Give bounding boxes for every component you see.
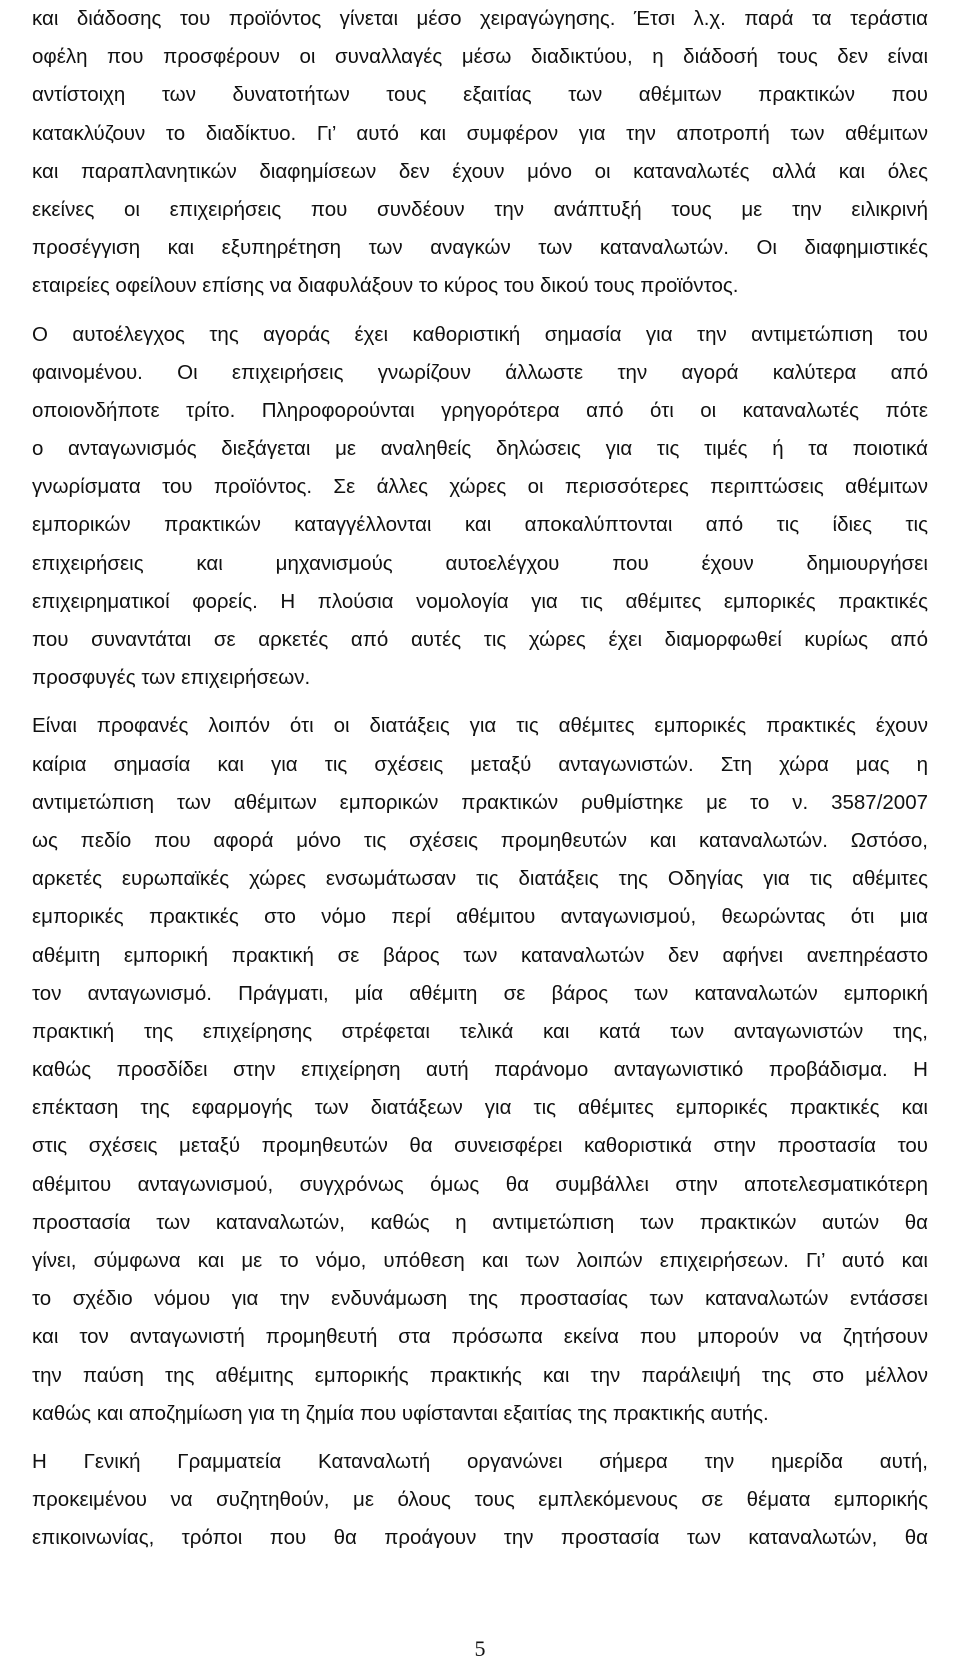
text-line: οφέλη που προσφέρουν οι συναλλαγές μέσω διαδικτύου, η διάδοσή τους δεν είναι	[32, 45, 928, 69]
text-line: επέκταση της εφαρμογής των διατάξεων για τις αθέμιτες εμπορικές πρακτικές και	[32, 1096, 928, 1120]
paragraph-gap	[32, 306, 928, 316]
text-line: εκείνες οι επιχειρήσεις που συνδέουν την ανάπτυξή τους με την ειλικρινή	[32, 197, 928, 221]
text-line: ως πεδίο που αφορά μόνο τις σχέσεις προμηθευτών και καταναλωτών. Ωστόσο,	[32, 828, 928, 852]
text-line: τον ανταγωνισμό. Πράγματι, μία αθέμιτη σε βάρος των καταναλωτών εμπορική	[32, 981, 928, 1005]
text-line: γίνει, σύμφωνα και με το νόμο, υπόθεση και των λοιπών επιχειρήσεων. Γι’ αυτό και	[32, 1249, 928, 1272]
text-line: ο ανταγωνισμός διεξάγεται με αναληθείς δηλώσεις για τις τιμές ή τα ποιοτικά	[32, 437, 928, 461]
text-line: προκειμένου να συζητηθούν, με όλους τους εμπλεκόμενους σε θέματα εμπορικής	[32, 1488, 928, 1512]
text-line: αθέμιτη εμπορική πρακτική σε βάρος των καταναλωτών δεν αφήνει ανεπηρέαστο	[32, 943, 928, 967]
document-body	[32, 0, 928, 1558]
text-line: πρακτική της επιχείρησης στρέφεται τελικά και κατά των ανταγωνιστών της,	[32, 1019, 928, 1043]
text-line: που συναντάται σε αρκετές από αυτές τις χώρες έχει διαμορφωθεί κυρίως από	[32, 628, 928, 651]
text-line: καθώς και αποζημίωση για τη ζημία που υφίστανται εξαιτίας της πρακτικής αυτής.	[32, 1401, 769, 1425]
text-line: κατακλύζουν το διαδίκτυο. Γι’ αυτό και συμφέρον για την αποτροπή των αθέμιτων	[32, 121, 928, 145]
text-line: και διάδοσης του προϊόντος γίνεται μέσο χειραγώγησης. Έτσι λ.χ. παρά τα τεράστια	[32, 7, 928, 30]
text-line: καίρια σημασία και για τις σχέσεις μεταξύ ανταγωνιστών. Στη χώρα μας η	[32, 752, 928, 776]
text-line: την παύση της αθέμιτης εμπορικής πρακτικής και την παράλειψή της στο μέλλον	[32, 1363, 928, 1387]
text-line: φαινομένου. Οι επιχειρήσεις γνωρίζουν άλλωστε την αγορά καλύτερα από	[32, 360, 928, 384]
text-line: καθώς προσδίδει στην επιχείρηση αυτή παράνομο ανταγωνιστικό προβάδισμα. Η	[32, 1058, 928, 1082]
text-line: επικοινωνίας, τρόποι που θα προάγουν την προστασία των καταναλωτών, θα	[32, 1526, 928, 1550]
text-line: εμπορικών πρακτικών καταγγέλλονται και αποκαλύπτονται από τις ίδιες τις	[32, 513, 928, 537]
text-line: προσέγγιση και εξυπηρέτηση των αναγκών των καταναλωτών. Οι διαφημιστικές	[32, 236, 928, 260]
text-line: οποιονδήποτε τρίτο. Πληροφορούνται γρηγορότερα από ότι οι καταναλωτές πότε	[32, 398, 928, 422]
page-number: 5	[474, 1636, 486, 1661]
text-line: αρκετές ευρωπαϊκές χώρες ενσωμάτωσαν τις διατάξεις της Οδηγίας για τις αθέμιτες	[32, 867, 928, 891]
text-line: επιχειρήσεις και μηχανισμούς αυτοελέγχου που έχουν δημιουργήσει	[32, 551, 928, 575]
text-line: στις σχέσεις μεταξύ προμηθευτών θα συνεισφέρει καθοριστικά στην προστασία του	[32, 1134, 928, 1158]
text-line: γνωρίσματα του προϊόντος. Σε άλλες χώρες οι περισσότερες περιπτώσεις αθέμιτων	[32, 475, 928, 499]
text-line: προσφυγές των επιχειρήσεων.	[32, 666, 311, 690]
text-line: το σχέδιο νόμου για την ενδυνάμωση της προστασίας των καταναλωτών εντάσσει	[32, 1287, 928, 1311]
paragraph	[32, 707, 928, 1433]
text-line: προστασία των καταναλωτών, καθώς η αντιμετώπιση των πρακτικών αυτών θα	[32, 1210, 928, 1234]
text-line: αθέμιτου ανταγωνισμού, συγχρόνως όμως θα συμβάλλει στην αποτελεσματικότερη	[32, 1172, 928, 1196]
text-line: Είναι προφανές λοιπόν ότι οι διατάξεις για τις αθέμιτες εμπορικές πρακτικές έχουν	[32, 714, 928, 738]
text-line: και παραπλανητικών διαφημίσεων δεν έχουν μόνο οι καταναλωτές αλλά και όλες	[32, 159, 928, 183]
text-line: εταιρείες οφείλουν επίσης να διαφυλάξουν το κύρος του δικού τους προϊόντος.	[32, 274, 739, 298]
text-line: αντιμετώπιση των αθέμιτων εμπορικών πρακτικών ρυθμίστηκε με το ν. 3587/2007	[32, 790, 928, 814]
paragraph-gap	[32, 697, 928, 707]
paragraph	[32, 0, 928, 306]
paragraph	[32, 1443, 928, 1558]
text-line: Η Γενική Γραμματεία Καταναλωτή οργανώνει σήμερα την ημερίδα αυτή,	[32, 1449, 928, 1473]
paragraph-gap	[32, 1433, 928, 1443]
text-line: επιχειρηματικοί φορείς. Η πλούσια νομολογία για τις αθέμιτες εμπορικές πρακτικές	[32, 589, 928, 613]
paragraph	[32, 316, 928, 698]
text-line: και τον ανταγωνιστή προμηθευτή στα πρόσωπα εκείνα που μπορούν να ζητήσουν	[32, 1325, 928, 1349]
text-line: Ο αυτοέλεγχος της αγοράς έχει καθοριστική σημασία για την αντιμετώπιση του	[32, 322, 928, 346]
text-line: αντίστοιχη των δυνατοτήτων τους εξαιτίας των αθέμιτων πρακτικών που	[32, 83, 928, 107]
text-line: εμπορικές πρακτικές στο νόμο περί αθέμιτου ανταγωνισμού, θεωρώντας ότι μια	[32, 905, 928, 929]
